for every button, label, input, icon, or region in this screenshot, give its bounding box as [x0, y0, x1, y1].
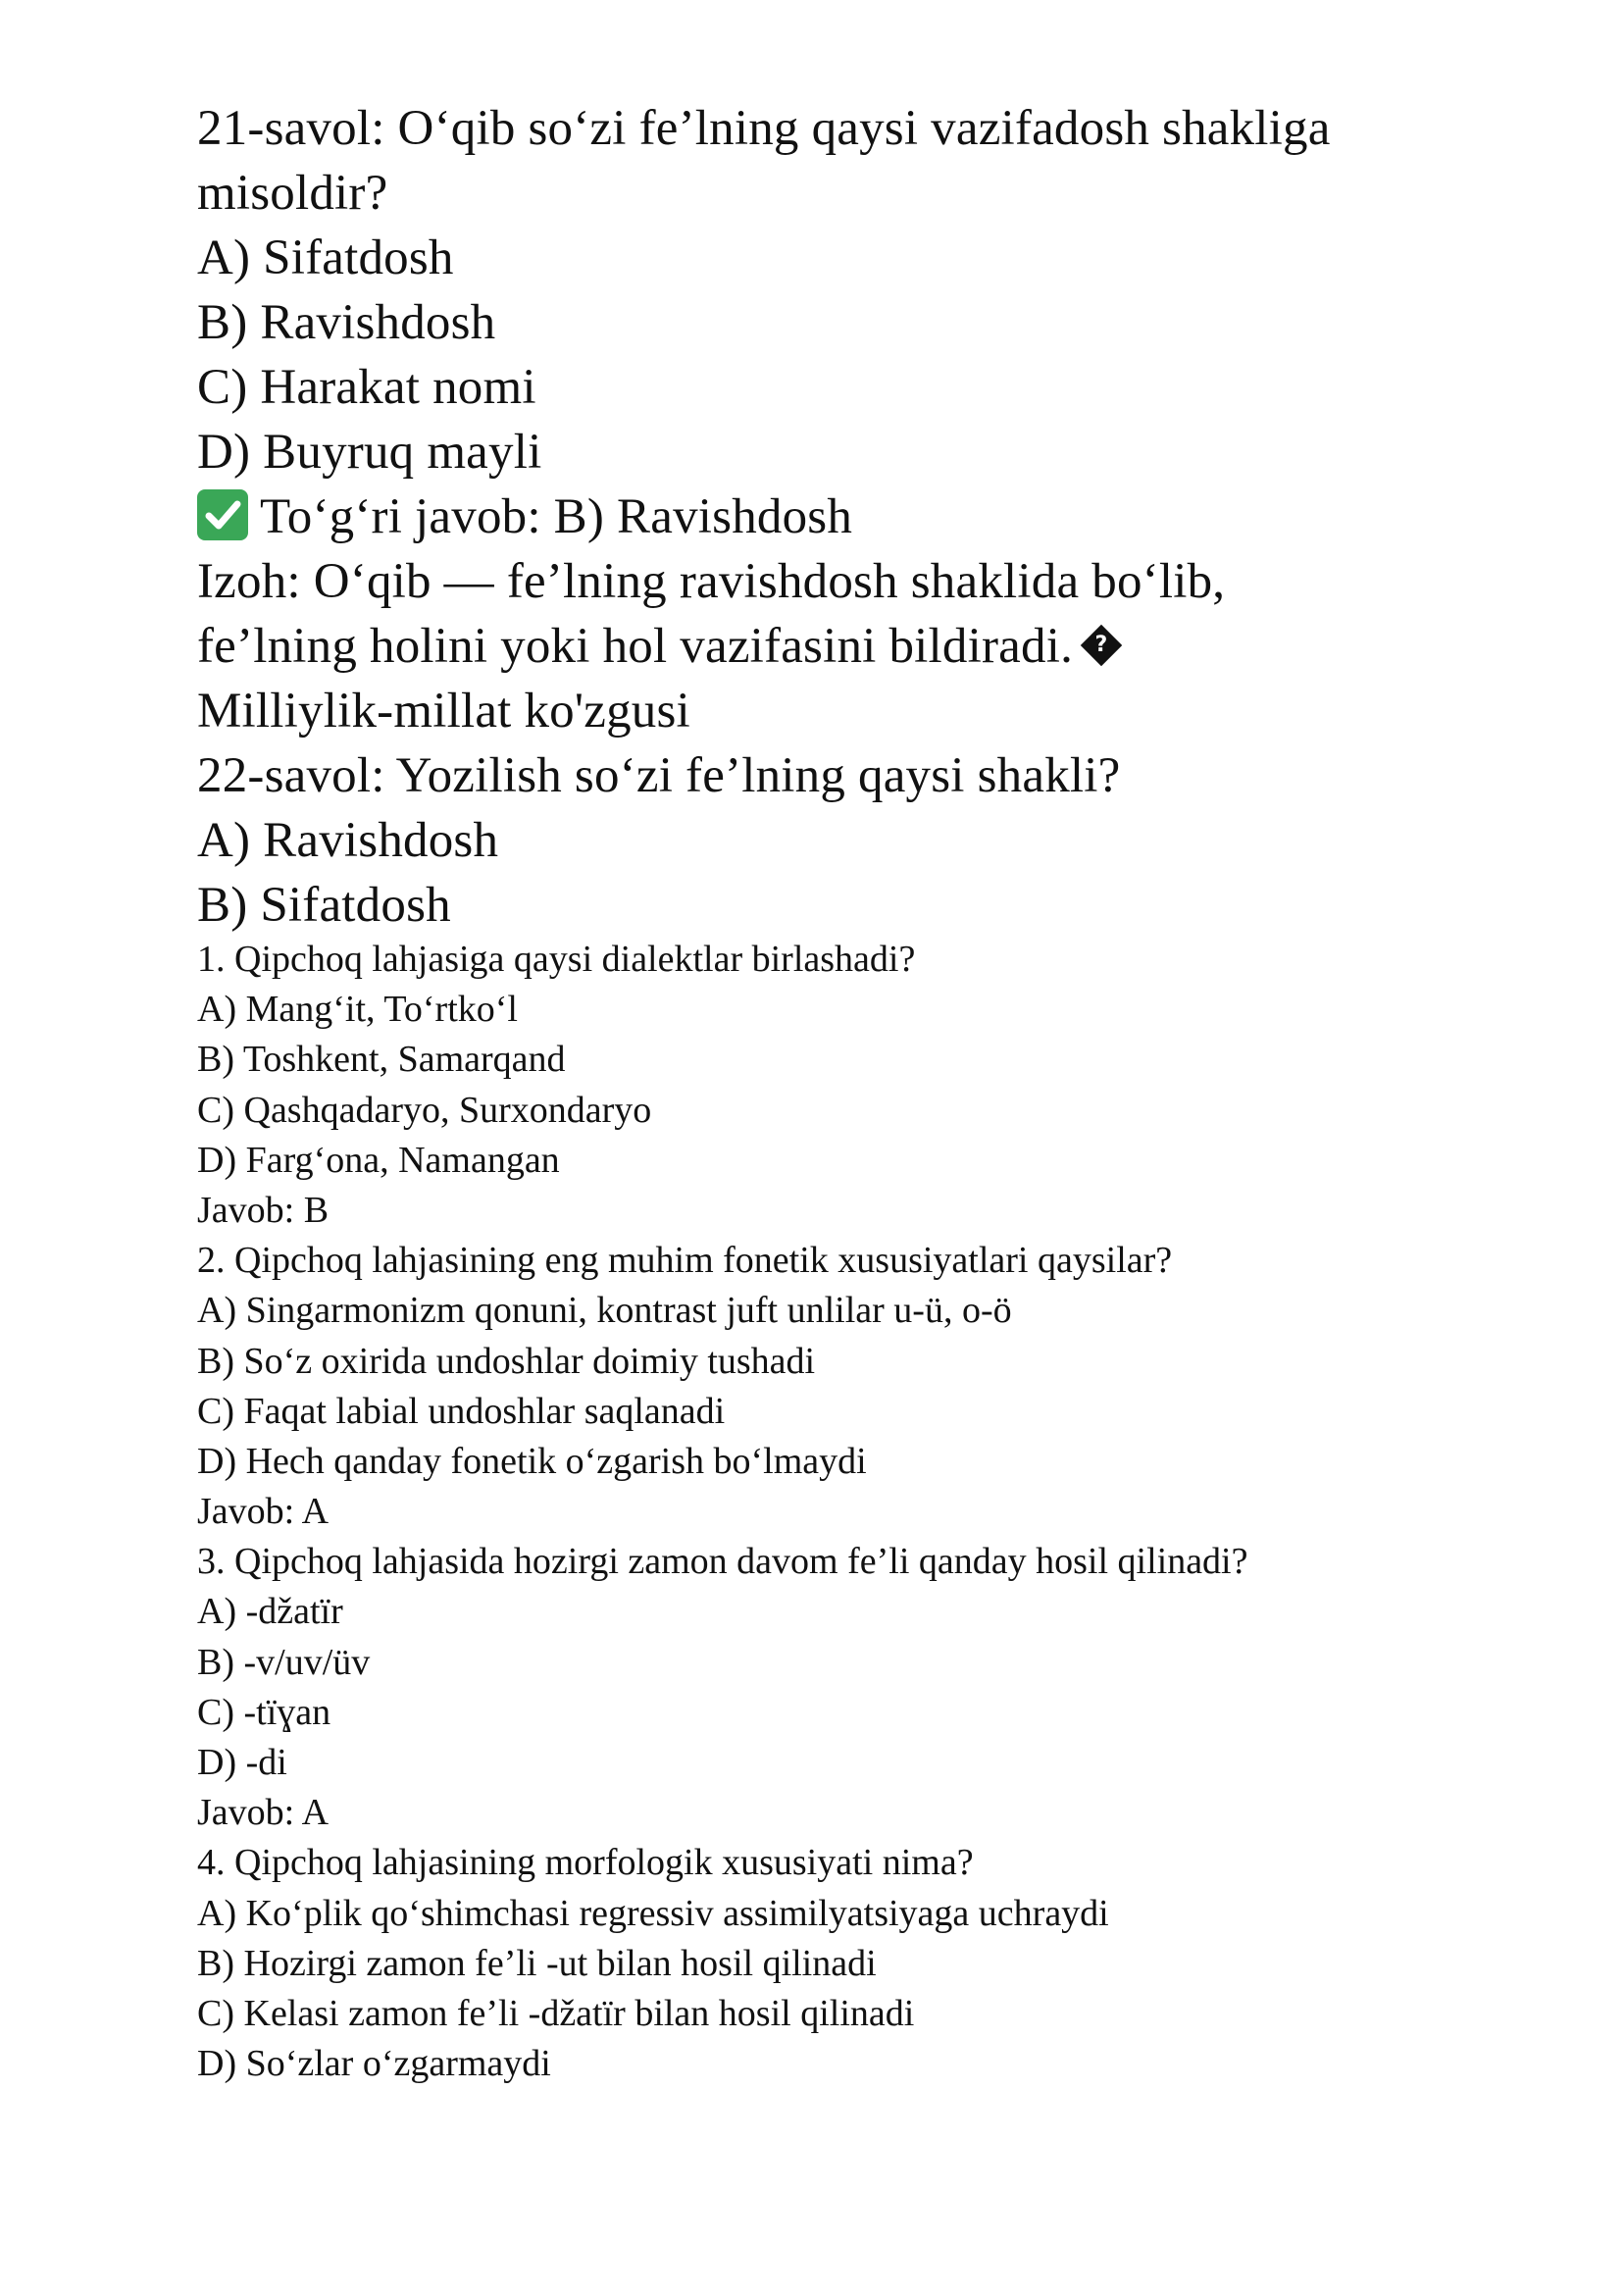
question-2-option-c: C) Faqat labial undoshlar saqlanadi: [197, 1390, 726, 1432]
explanation-line-1: Izoh: O‘qib — fe’lning ravishdosh shaklida bo‘lib,: [197, 554, 1226, 609]
question-21-option-a: A) Sifatdosh: [197, 230, 454, 285]
document-page: [197, 96, 1472, 2089]
question-1-answer: Javob: B: [197, 1189, 330, 1231]
question-21-line-1: 21-savol: O‘qib so‘zi fe’lning qaysi vazifadosh shakliga: [197, 101, 1331, 156]
question-3-answer: Javob: A: [197, 1792, 330, 1834]
question-21-option-c: C) Harakat nomi: [197, 360, 536, 415]
question-4-option-d: D) So‘zlar o‘zgarmaydi: [197, 2043, 551, 2085]
question-22-option-b: B) Sifatdosh: [197, 878, 451, 933]
question-4: 4. Qipchoq lahjasining morfologik xususiyati nima?: [197, 1842, 974, 1884]
question-4-option-a: A) Ko‘plik qo‘shimchasi regressiv assimilyatsiyaga uchraydi: [197, 1892, 1109, 1934]
question-21-answer: [197, 484, 1472, 549]
question-2-option-b: B) So‘z oxirida undoshlar doimiy tushadi: [197, 1340, 816, 1382]
question-22-option-a: A) Ravishdosh: [197, 813, 499, 868]
small-text-section: [197, 935, 1472, 2089]
question-2-answer: Javob: A: [197, 1491, 330, 1533]
explanation-line-2: [197, 614, 1472, 679]
question-3-option-d: D) -di: [197, 1742, 287, 1783]
question-2-option-a: A) Singarmonizm qonuni, kontrast juft unlilar u-ü, o-ö: [197, 1290, 1012, 1332]
question-3-option-b: B) -v/uv/üv: [197, 1641, 371, 1683]
question-4-option-b: B) Hozirgi zamon fe’li -ut bilan hosil qilinadi: [197, 1942, 877, 1984]
replacement-character-icon: [1081, 625, 1122, 666]
question-4-option-c: C) Kelasi zamon fe’li -džatïr bilan hosil qilinadi: [197, 1992, 915, 2034]
question-1: 1. Qipchoq lahjasiga qaysi dialektlar birlashadi?: [197, 939, 916, 980]
question-21-line-2: misoldir?: [197, 166, 388, 221]
question-21-option-d: D) Buyruq mayli: [197, 425, 542, 480]
large-text-section: [197, 96, 1472, 938]
answer-text: To‘g‘ri javob: B) Ravishdosh: [260, 489, 853, 544]
question-3-option-c: C) -tïɣan: [197, 1691, 331, 1733]
question-1-option-d: D) Farg‘ona, Namangan: [197, 1139, 560, 1181]
question-2-option-d: D) Hech qanday fonetik o‘zgarish bo‘lmaydi: [197, 1440, 867, 1482]
question-1-option-a: A) Mang‘it, To‘rtko‘l: [197, 989, 518, 1031]
channel-name: Milliylik-millat ko'zgusi: [197, 684, 690, 739]
explanation-text: fe’lning holini yoki hol vazifasini bildiradi.: [197, 619, 1074, 674]
check-mark-button-icon: [197, 489, 248, 540]
replacement-glyph: ?: [1094, 633, 1108, 657]
question-21-option-b: B) Ravishdosh: [197, 295, 496, 350]
question-1-option-c: C) Qashqadaryo, Surxondaryo: [197, 1089, 652, 1131]
question-3: 3. Qipchoq lahjasida hozirgi zamon davom fe’li qanday hosil qilinadi?: [197, 1541, 1248, 1583]
question-1-option-b: B) Toshkent, Samarqand: [197, 1039, 566, 1081]
question-2: 2. Qipchoq lahjasining eng muhim fonetik xususiyatlari qaysilar?: [197, 1240, 1173, 1282]
question-3-option-a: A) -džatïr: [197, 1591, 343, 1633]
question-22: 22-savol: Yozilish so‘zi fe’lning qaysi shakli?: [197, 748, 1121, 803]
